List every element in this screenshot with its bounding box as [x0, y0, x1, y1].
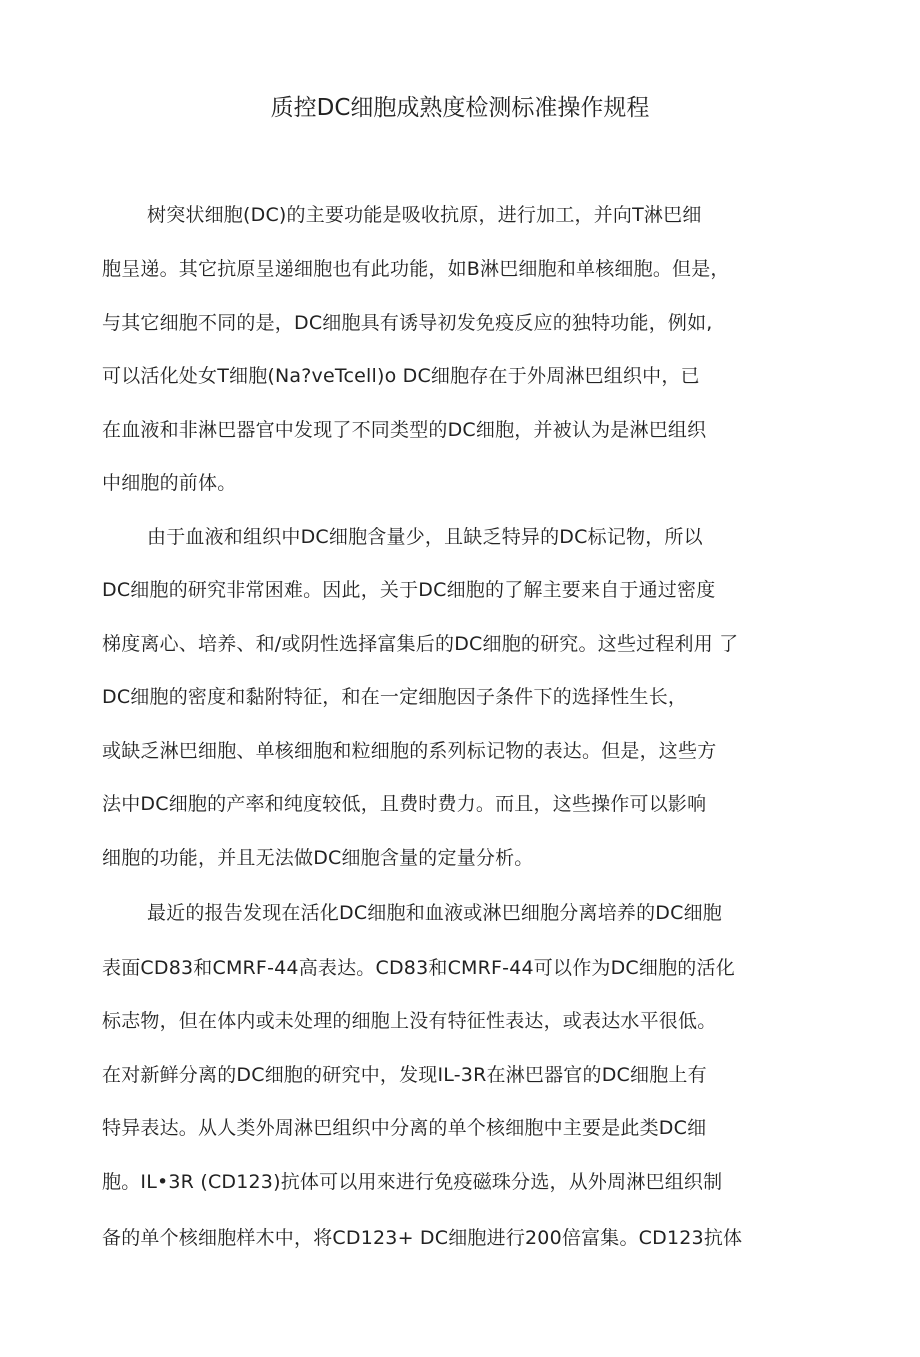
- page-title: 质控DC细胞成熟度检测标准操作规程: [270, 95, 650, 121]
- paragraph-3-line-4: 在对新鲜分离的DC细胞的研究中，发现IL-3R在淋巴器官的DC细胞上有: [102, 1064, 707, 1086]
- paragraph-3-line-1: 最近的报告发现在活化DC细胞和血液或淋巴细胞分离培养的DC细胞: [147, 902, 722, 924]
- paragraph-3-line-2: 表面CD83和CMRF-44高表达。CD83和CMRF-44可以作为DC细胞的活化: [102, 957, 735, 979]
- paragraph-2-line-5: 或缺乏淋巴细胞、单核细胞和粒细胞的系列标记物的表达。但是，这些方: [102, 740, 717, 762]
- paragraph-1-line-2: 胞呈递。其它抗原呈递细胞也有此功能，如B淋巴细胞和单核细胞。但是，: [102, 258, 730, 280]
- paragraph-1-line-4: 可以活化处女T细胞(Na?veTcell)o DC细胞存在于外周淋巴组织中，已: [102, 365, 700, 387]
- paragraph-1-line-5: 在血液和非淋巴器官中发现了不同类型的DC细胞，并被认为是淋巴组织: [102, 419, 707, 441]
- paragraph-2-line-2: DC细胞的研究非常困难。因此，关于DC细胞的了解主要来自于通过密度: [102, 579, 716, 601]
- paragraph-3-line-6: 胞。IL•3R (CD123)抗体可以用來进行免疫磁珠分选，从外周淋巴组织制: [102, 1171, 723, 1193]
- paragraph-1-line-6: 中细胞的前体。: [102, 472, 237, 494]
- paragraph-2-line-6: 法中DC细胞的产率和纯度较低，且费时费力。而且，这些操作可以影响: [102, 793, 707, 815]
- paragraph-2-line-7: 细胞的功能，并且无法做DC细胞含量的定量分析。: [102, 847, 534, 869]
- paragraph-3-line-7: 备的单个核细胞样木中，将CD123+ DC细胞进行200倍富集。CD123抗体: [102, 1227, 743, 1249]
- paragraph-2-line-1: 由于血液和组织中DC细胞含量少，且缺乏特异的DC标记物，所以: [147, 526, 703, 548]
- paragraph-1-line-1: 树突状细胞(DC)的主要功能是吸收抗原，进行加工，并向T淋巴细: [147, 204, 702, 226]
- paragraph-2-line-3: 梯度离心、培养、和/或阴性选择富集后的DC细胞的研究。这些过程利用 了: [102, 633, 739, 655]
- paragraph-1-line-3: 与其它细胞不同的是，DC细胞具有诱导初发免疫反应的独特功能，例如,: [102, 312, 713, 334]
- paragraph-3-line-3: 标志物，但在体内或未处理的细胞上没有特征性表达，或表达水平很低。: [102, 1010, 717, 1032]
- paragraph-2-line-4: DC细胞的密度和黏附特征，和在一定细胞因子条件下的选择性生长，: [102, 686, 688, 708]
- paragraph-3-line-5: 特异表达。从人类外周淋巴组织中分离的单个核细胞中主要是此类DC细: [102, 1117, 707, 1139]
